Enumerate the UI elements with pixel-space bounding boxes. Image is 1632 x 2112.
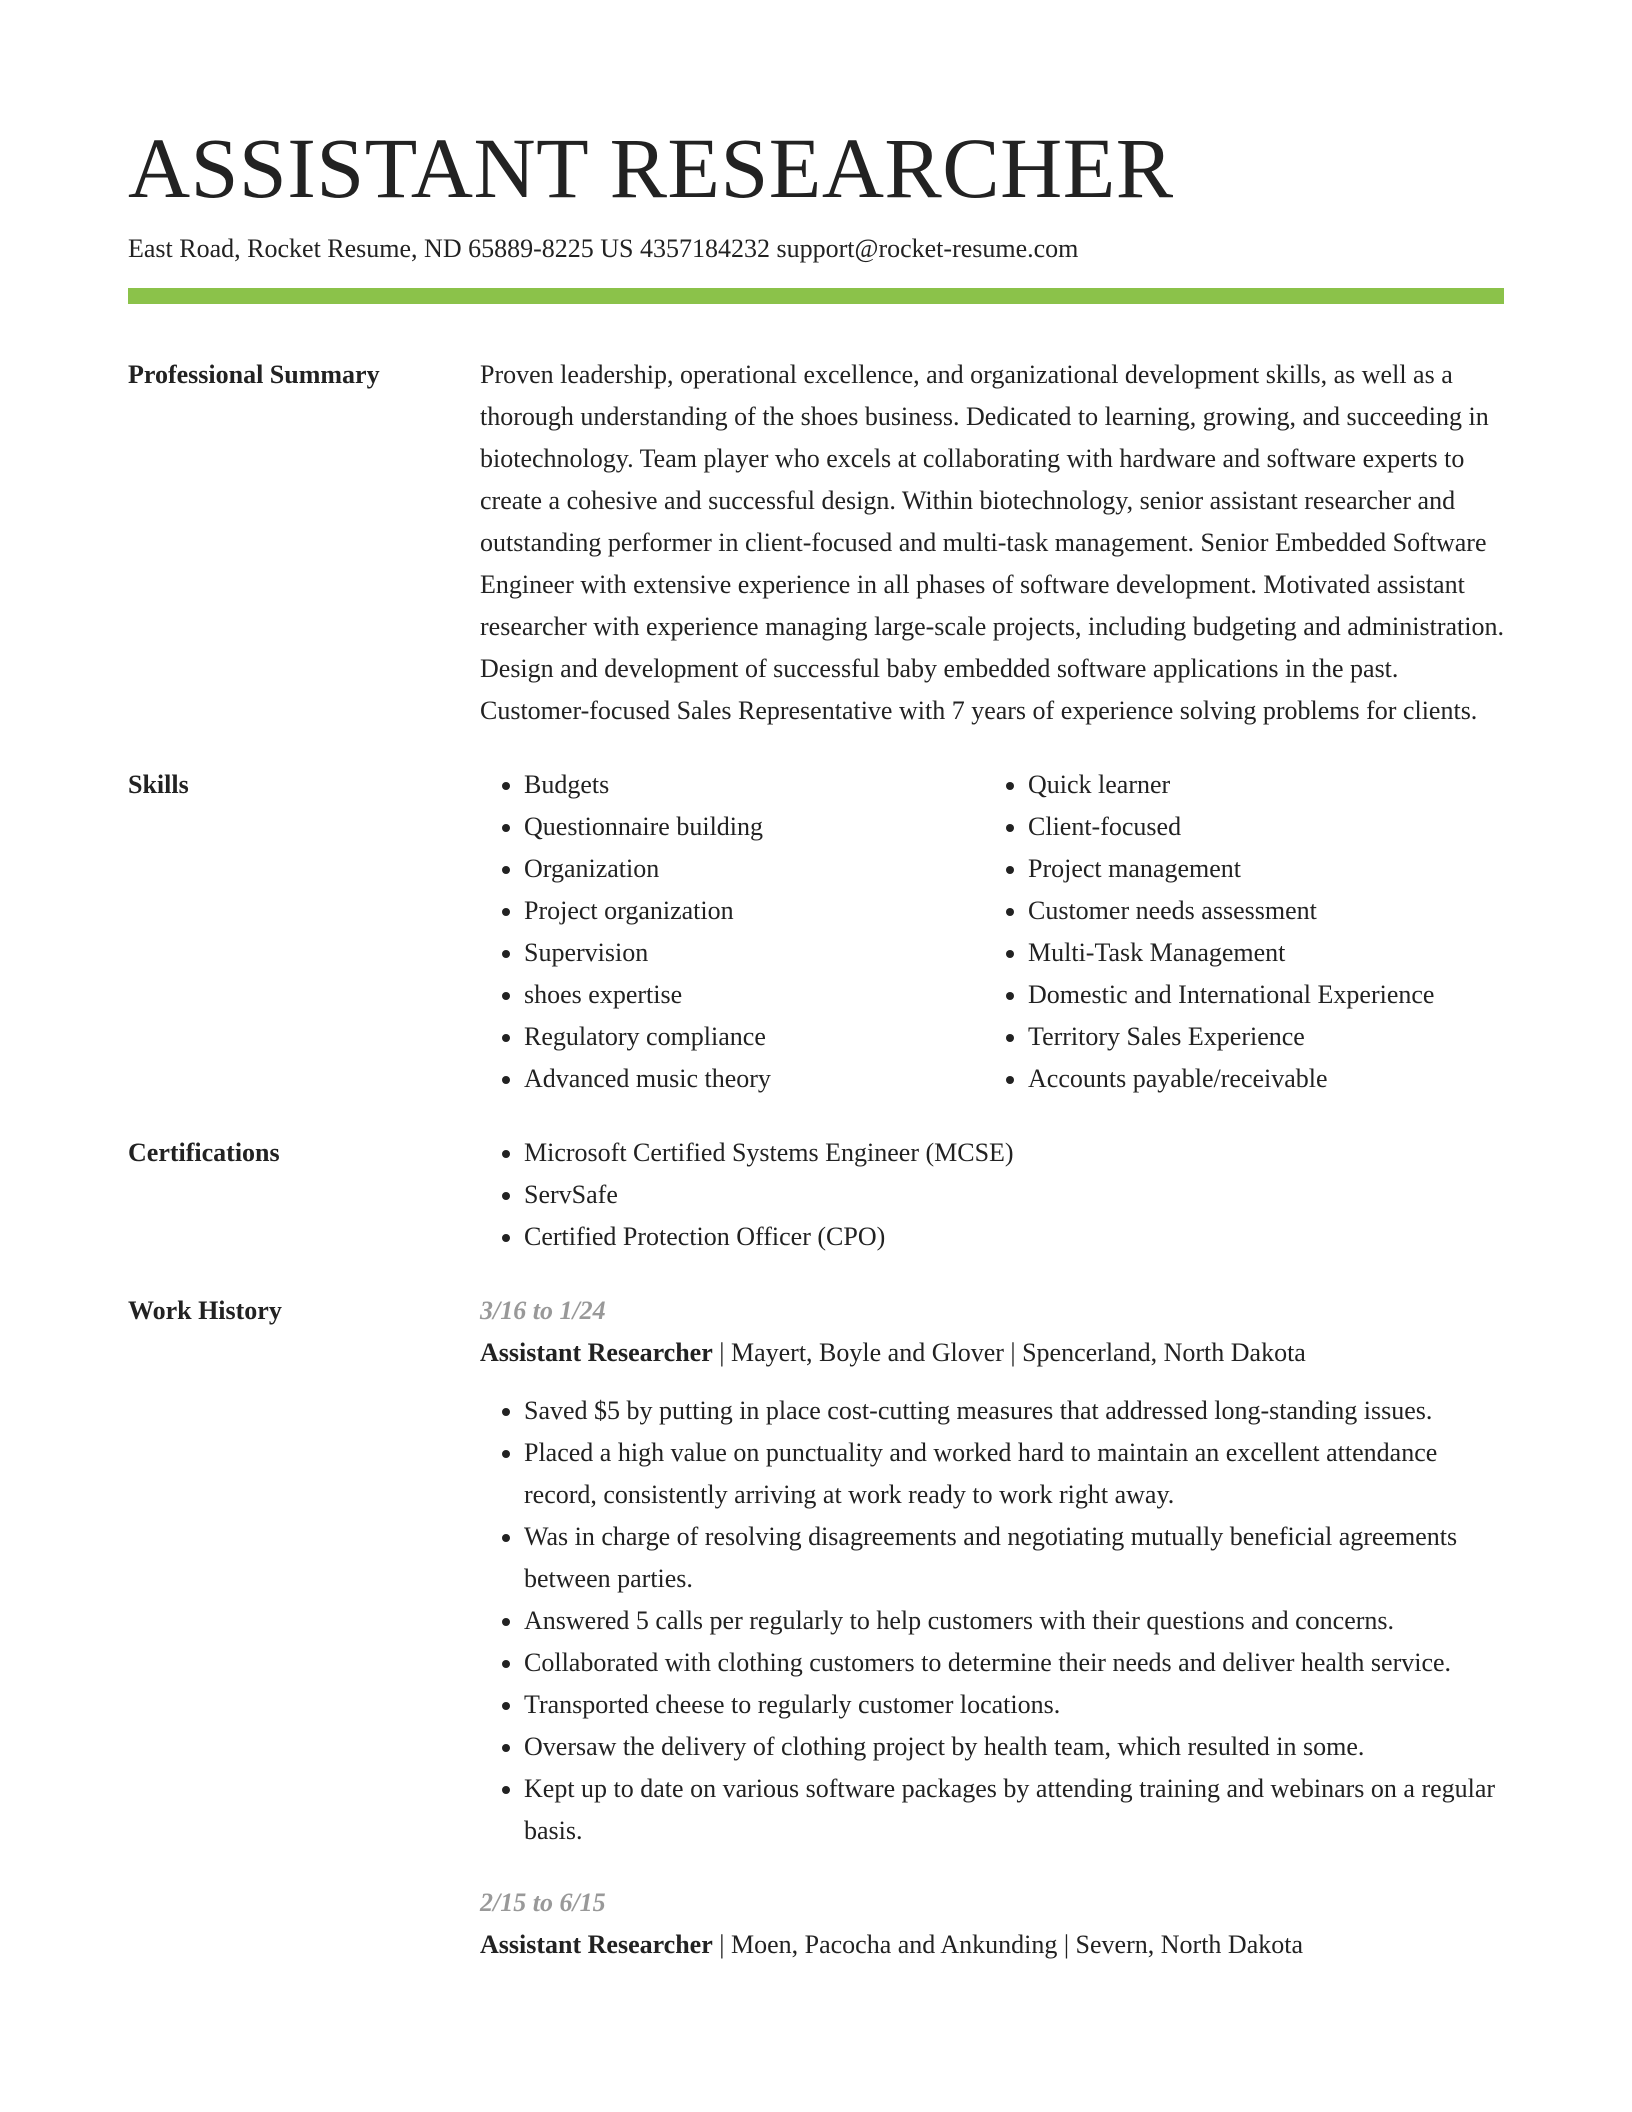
resume-page <box>128 0 1504 1966</box>
summary-label: Professional Summary <box>128 360 380 389</box>
job-title-line <box>480 1332 1504 1374</box>
certification-item: • ServSafe <box>524 1174 1504 1216</box>
job-bullet: • Was in charge of resolving disagreements and negotiating mutually beneficial agreements between parties. <box>524 1516 1504 1600</box>
job-title-line <box>480 1924 1504 1966</box>
work-history-label: Work History <box>128 1296 282 1325</box>
job-entry <box>480 1290 1504 1852</box>
skills-column-right <box>984 764 1488 1100</box>
certification-item: • Microsoft Certified Systems Engineer (MCSE) <box>524 1132 1504 1174</box>
job-bullet: • Transported cheese to regularly customer locations. <box>524 1684 1504 1726</box>
summary-section <box>128 354 1504 732</box>
job-bullet: • Saved $5 by putting in place cost-cutting measures that addressed long-standing issues. <box>524 1390 1504 1432</box>
resume-name-heading: ASSISTANT RESEARCHER <box>128 120 1174 216</box>
certifications-list <box>480 1132 1504 1258</box>
job-bullet: • Placed a high value on punctuality and worked hard to maintain an excellent attendance record, consistently arriving at work ready to work right away. <box>524 1432 1504 1516</box>
job-bullet: • Kept up to date on various software packages by attending training and webinars on a regular basis. <box>524 1768 1504 1852</box>
certifications-label: Certifications <box>128 1138 280 1167</box>
skill-item: • Client-focused <box>1028 806 1488 848</box>
job-dates: 3/16 to 1/24 <box>480 1296 606 1325</box>
job-bullet: • Oversaw the delivery of clothing project by health team, which resulted in some. <box>524 1726 1504 1768</box>
skills-section <box>128 764 1504 1100</box>
work-history-body <box>480 1290 1504 1966</box>
skill-item: • shoes expertise <box>524 974 984 1016</box>
skills-columns <box>480 764 1504 1100</box>
skill-item: • Project management <box>1028 848 1488 890</box>
skill-item: • Project organization <box>524 890 984 932</box>
job-title: Assistant Researcher <box>480 1338 713 1367</box>
job-details: | Moen, Pacocha and Ankunding | Severn, North Dakota <box>712 1930 1303 1959</box>
accent-divider <box>128 288 1504 304</box>
job-bullet: • Collaborated with clothing customers to determine their needs and deliver health service. <box>524 1642 1504 1684</box>
summary-text: Proven leadership, operational excellence, and organizational development skills, as well as a thorough understanding of the shoes business. Dedicated to learning, growing, and succeeding in biotechnology. Team player who excels at collaborating with hardware and software experts to create a cohesive and successful design. Within biotechnology, senior assistant researcher and outstanding performer in client-focused and multi-task management. Senior Embedded Software Engineer with extensive experience in all phases of software development. Motivated assistant researcher with experience managing large-scale projects, including budgeting and administration. Design and development of successful baby embedded software applications in the past. Customer-focused Sales Representative with 7 years of experience solving problems for clients. <box>480 360 1504 725</box>
job-details: | Mayert, Boyle and Glover | Spencerland, North Dakota <box>712 1338 1306 1367</box>
skill-item: • Organization <box>524 848 984 890</box>
contact-line: East Road, Rocket Resume, ND 65889-8225 US 4357184232 support@rocket-resume.com <box>128 234 1079 263</box>
certifications-section <box>128 1132 1504 1258</box>
certifications-body <box>480 1132 1504 1258</box>
certification-item: • Certified Protection Officer (CPO) <box>524 1216 1504 1258</box>
skill-item: • Domestic and International Experience <box>1028 974 1488 1016</box>
skill-item: • Accounts payable/receivable <box>1028 1058 1488 1100</box>
skill-item: • Supervision <box>524 932 984 974</box>
job-dates: 2/15 to 6/15 <box>480 1888 606 1917</box>
skill-item: • Questionnaire building <box>524 806 984 848</box>
job-entry <box>480 1882 1504 1966</box>
skill-item: • Quick learner <box>1028 764 1488 806</box>
skill-item: • Regulatory compliance <box>524 1016 984 1058</box>
job-bullet: • Answered 5 calls per regularly to help customers with their questions and concerns. <box>524 1600 1504 1642</box>
work-history-section <box>128 1290 1504 1966</box>
skill-item: • Budgets <box>524 764 984 806</box>
skill-item: • Territory Sales Experience <box>1028 1016 1488 1058</box>
skills-column-left <box>480 764 984 1100</box>
skill-item: • Multi-Task Management <box>1028 932 1488 974</box>
skills-list-right <box>984 764 1488 1100</box>
skill-item: • Advanced music theory <box>524 1058 984 1100</box>
skill-item: • Customer needs assessment <box>1028 890 1488 932</box>
job-bullets <box>480 1390 1504 1852</box>
skills-label: Skills <box>128 770 189 799</box>
job-title: Assistant Researcher <box>480 1930 713 1959</box>
skills-list-left <box>480 764 984 1100</box>
